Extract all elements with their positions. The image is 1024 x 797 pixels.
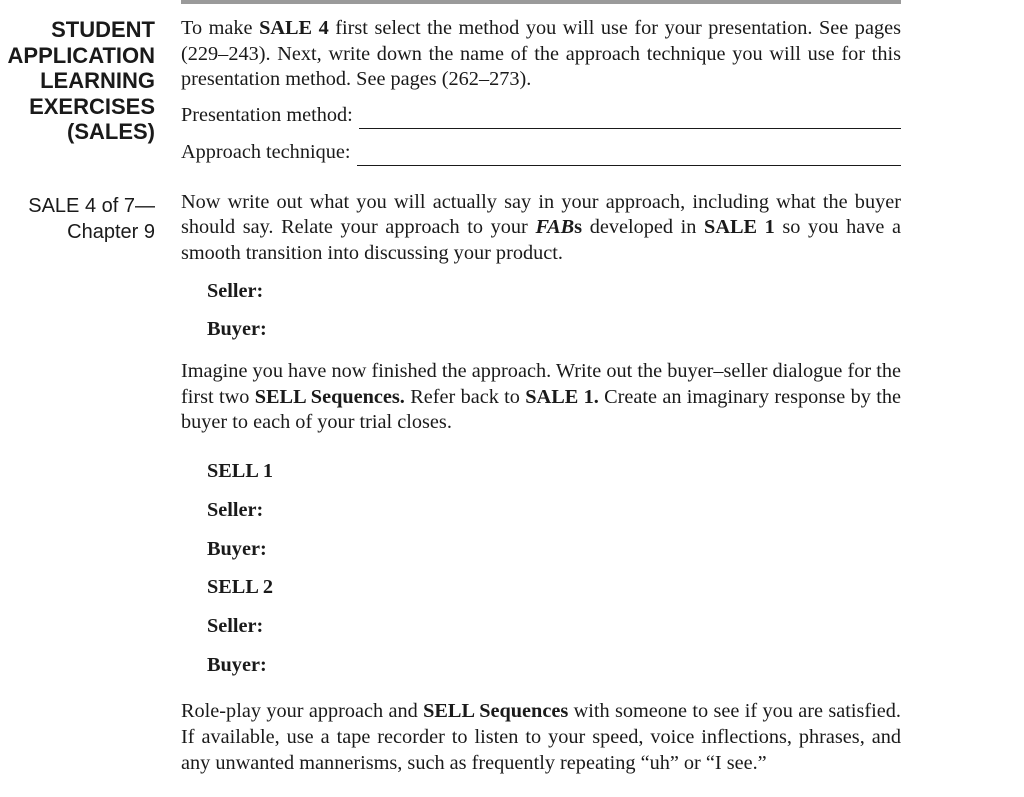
sell-2-seller-label: Seller: (207, 614, 264, 637)
roleplay-paragraph (181, 699, 901, 776)
intro-paragraph (181, 16, 901, 93)
approach-text: developed in (582, 216, 705, 239)
roleplay-bold: SELL Sequences (423, 700, 569, 723)
imagine-paragraph (181, 359, 901, 436)
approach-buyer-label: Buyer: (207, 318, 267, 341)
imagine-bold: SELL Sequences. (254, 385, 405, 408)
sell-2-heading: SELL 2 (207, 576, 273, 599)
sidebar-heading-line: APPLICATION (7, 42, 155, 68)
sidebar-heading (8, 17, 155, 145)
approach-text: so you have a smooth transition into discussing your product. (181, 216, 901, 264)
roleplay-text: Role-play your approach and (181, 700, 424, 723)
top-rule (181, 0, 901, 4)
approach-technique-blank[interactable] (357, 147, 901, 166)
approach-paragraph (181, 190, 901, 267)
intro-text: To make (181, 17, 260, 39)
sidebar-chapter (28, 194, 155, 245)
approach-technique-field (181, 140, 901, 166)
approach-bold-italic: FAB (535, 216, 575, 239)
sidebar-heading-line: EXERCISES (29, 93, 155, 119)
imagine-bold: SALE 1. (525, 385, 599, 408)
intro-text: first select the method you will use for your presentation. See pages (229–243). Next, write down the name of the approach technique you will use for this presentation method. See pages (262–273). (181, 17, 901, 91)
presentation-method-label: Presentation method: (181, 104, 353, 127)
approach-bold: SALE 1 (704, 216, 775, 239)
approach-text: Now write out what you will actually say in your approach, including what the buyer should say. Relate your approach to your (181, 190, 901, 239)
roleplay-text: with someone to see if you are satisfied. If available, use a tape recorder to listen to your speed, voice inflections, phrases, and any unwanted mannerisms, such as frequently repeating “uh” or “I see.” (181, 700, 901, 774)
imagine-text: Refer back to (404, 385, 526, 408)
approach-seller-label: Seller: (207, 279, 264, 302)
sell-1-seller-label: Seller: (207, 498, 264, 521)
imagine-text: Imagine you have now finished the approach. Write out the buyer–seller dialogue for the first two (181, 360, 901, 408)
main-content (181, 16, 901, 776)
sidebar-chapter-line: Chapter 9 (67, 220, 155, 243)
sell-1-heading: SELL 1 (207, 460, 273, 483)
imagine-text: Create an imaginary response by the buyer to each of your trial closes. (181, 385, 902, 434)
sell-1-buyer-label: Buyer: (207, 537, 267, 560)
sell-2-buyer-label: Buyer: (207, 653, 267, 676)
intro-bold: SALE 4 (259, 17, 329, 39)
sidebar-chapter-line: SALE 4 of 7— (28, 195, 155, 217)
sidebar-heading-line: STUDENT (51, 17, 155, 42)
sidebar-heading-line: (SALES) (67, 119, 155, 144)
approach-technique-label: Approach technique: (181, 140, 351, 163)
approach-bold: s (574, 216, 583, 239)
sidebar-heading-line: LEARNING (40, 68, 155, 93)
presentation-method-field (181, 103, 901, 129)
presentation-method-blank[interactable] (359, 110, 901, 129)
